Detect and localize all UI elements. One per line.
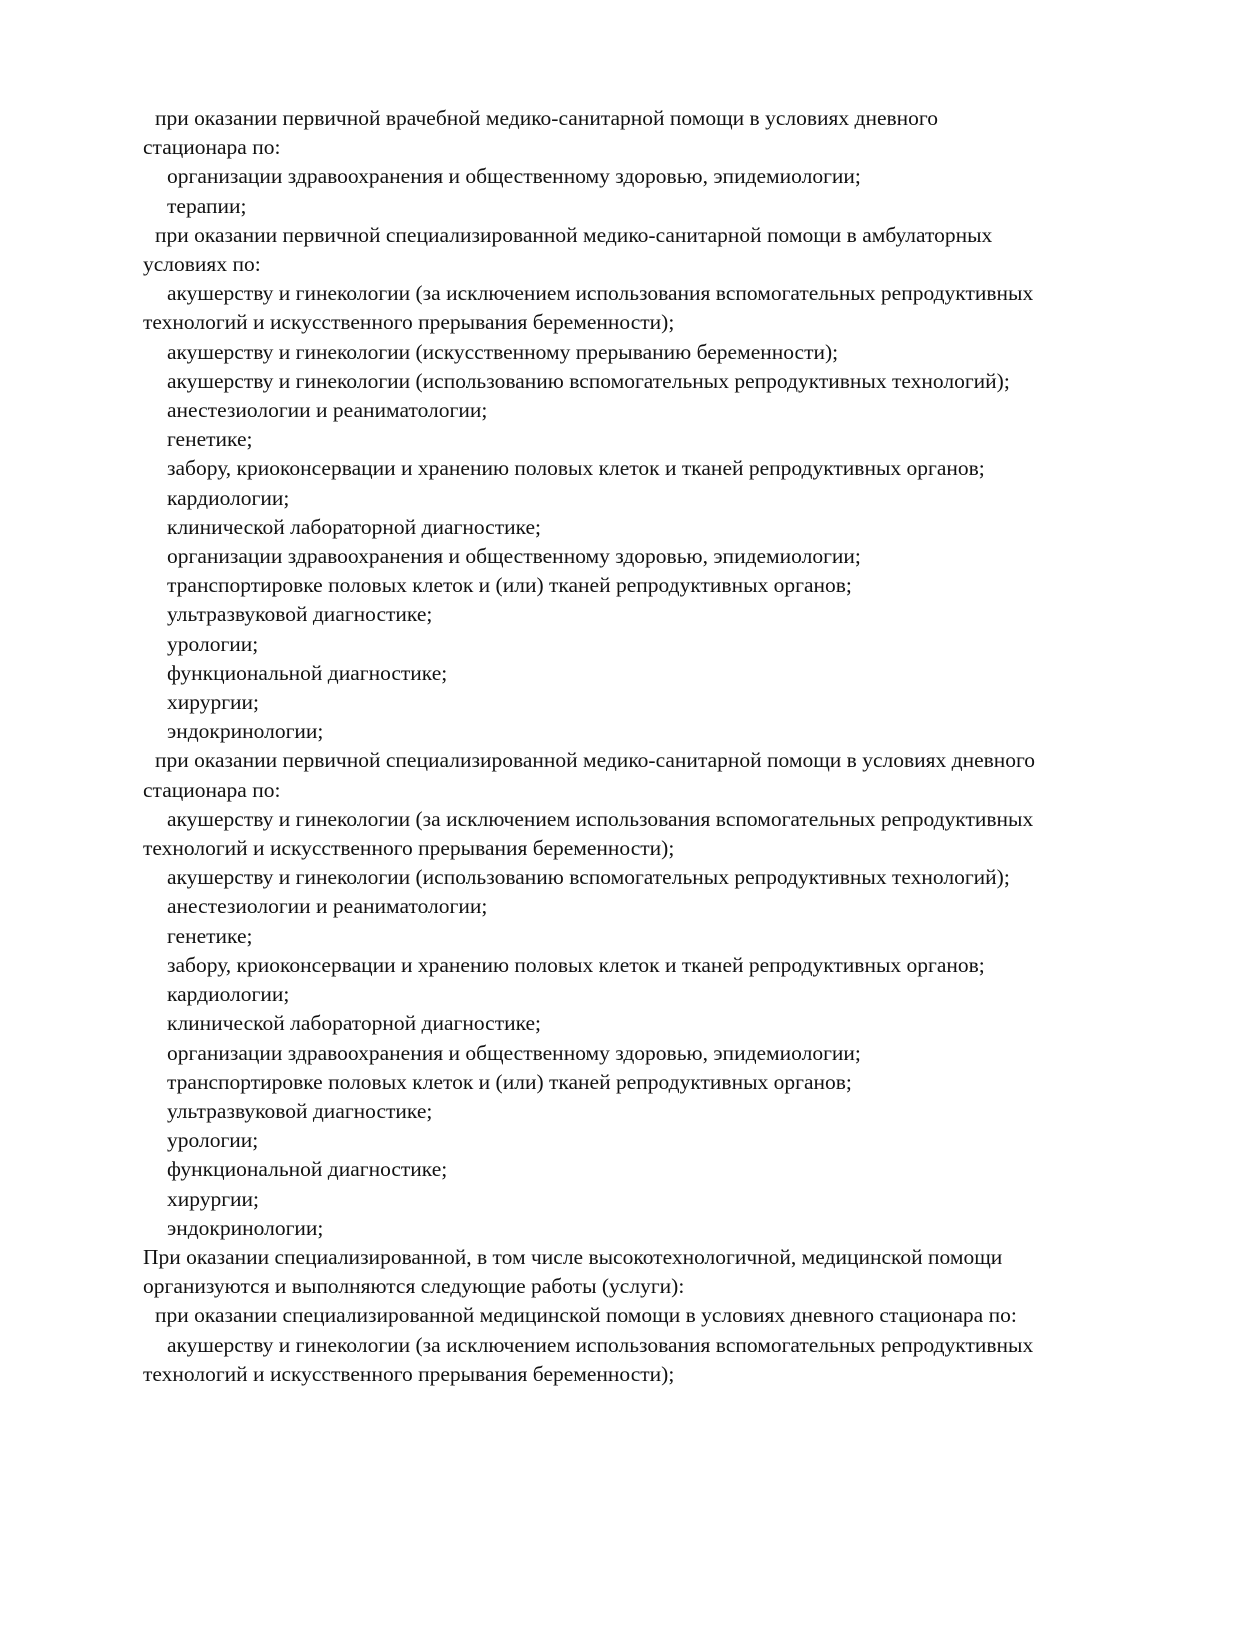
text-line: акушерству и гинекологии (за исключением использования вспомогательных репродуктивных — [167, 806, 1034, 831]
text-line: ультразвуковой диагностике; — [167, 1098, 433, 1123]
text-line: клинической лабораторной диагностике; — [167, 1011, 542, 1036]
text-line: технологий и искусственного прерывания беременности); — [143, 310, 675, 335]
text-line: организуются и выполняются следующие работы (услуги): — [143, 1274, 685, 1299]
text-line: акушерству и гинекологии (использованию вспомогательных репродуктивных технологий); — [167, 368, 1010, 393]
text-line: акушерству и гинекологии (искусственному прерыванию беременности); — [167, 339, 839, 364]
text-line: транспортировке половых клеток и (или) тканей репродуктивных органов; — [167, 1069, 852, 1094]
text-line: при оказании первичной врачебной медико-санитарной помощи в условиях дневного — [155, 106, 938, 130]
text-line: генетике; — [167, 427, 253, 452]
text-line: стационара по: — [143, 135, 281, 160]
text-line: эндокринологии; — [167, 1215, 324, 1240]
text-line: организации здравоохранения и общественному здоровью, эпидемиологии; — [167, 544, 861, 569]
text-line: акушерству и гинекологии (за исключением использования вспомогательных репродуктивных — [167, 281, 1034, 306]
text-line: эндокринологии; — [167, 719, 324, 744]
text-line: клинической лабораторной диагностике; — [167, 514, 542, 539]
text-line: акушерству и гинекологии (за исключением использования вспомогательных репродуктивных — [167, 1332, 1034, 1357]
text-line: генетике; — [167, 923, 253, 948]
text-line: функциональной диагностике; — [167, 660, 448, 685]
text-line: урологии; — [167, 631, 259, 656]
text-line: организации здравоохранения и общественному здоровью, эпидемиологии; — [167, 1040, 861, 1065]
text-line: при оказании специализированной медицинской помощи в условиях дневного стационара по: — [155, 1303, 1017, 1328]
text-line: терапии; — [167, 193, 247, 218]
text-line: забору, криоконсервации и хранению половых клеток и тканей репродуктивных органов; — [167, 952, 985, 977]
text-line: акушерству и гинекологии (использованию вспомогательных репродуктивных технологий); — [167, 865, 1010, 890]
text-line: анестезиологии и реаниматологии; — [167, 894, 488, 919]
text-line: функциональной диагностике; — [167, 1157, 448, 1182]
text-line: ультразвуковой диагностике; — [167, 602, 433, 627]
text-line: забору, криоконсервации и хранению половых клеток и тканей репродуктивных органов; — [167, 456, 985, 481]
text-line: кардиологии; — [167, 982, 290, 1007]
text-line: При оказании специализированной, в том числе высокотехнологичной, медицинской помощи — [143, 1244, 1003, 1269]
text-line: транспортировке половых клеток и (или) тканей репродуктивных органов; — [167, 573, 852, 598]
text-line: хирургии; — [167, 690, 260, 715]
text-line: условиях по: — [143, 252, 261, 277]
text-line: стационара по: — [143, 777, 281, 802]
document-body — [143, 104, 1153, 1389]
text-line: урологии; — [167, 1128, 259, 1153]
text-line: при оказании первичной специализированной медико-санитарной помощи в амбулаторных — [155, 222, 993, 247]
text-line: технологий и искусственного прерывания беременности); — [143, 836, 675, 861]
text-line: хирургии; — [167, 1186, 260, 1211]
text-line: организации здравоохранения и общественному здоровью, эпидемиологии; — [167, 164, 861, 189]
text-line: при оказании первичной специализированной медико-санитарной помощи в условиях дневного — [155, 748, 1036, 773]
text-line: технологий и искусственного прерывания беременности); — [143, 1361, 675, 1386]
text-line: анестезиологии и реаниматологии; — [167, 398, 488, 423]
text-line: кардиологии; — [167, 485, 290, 510]
